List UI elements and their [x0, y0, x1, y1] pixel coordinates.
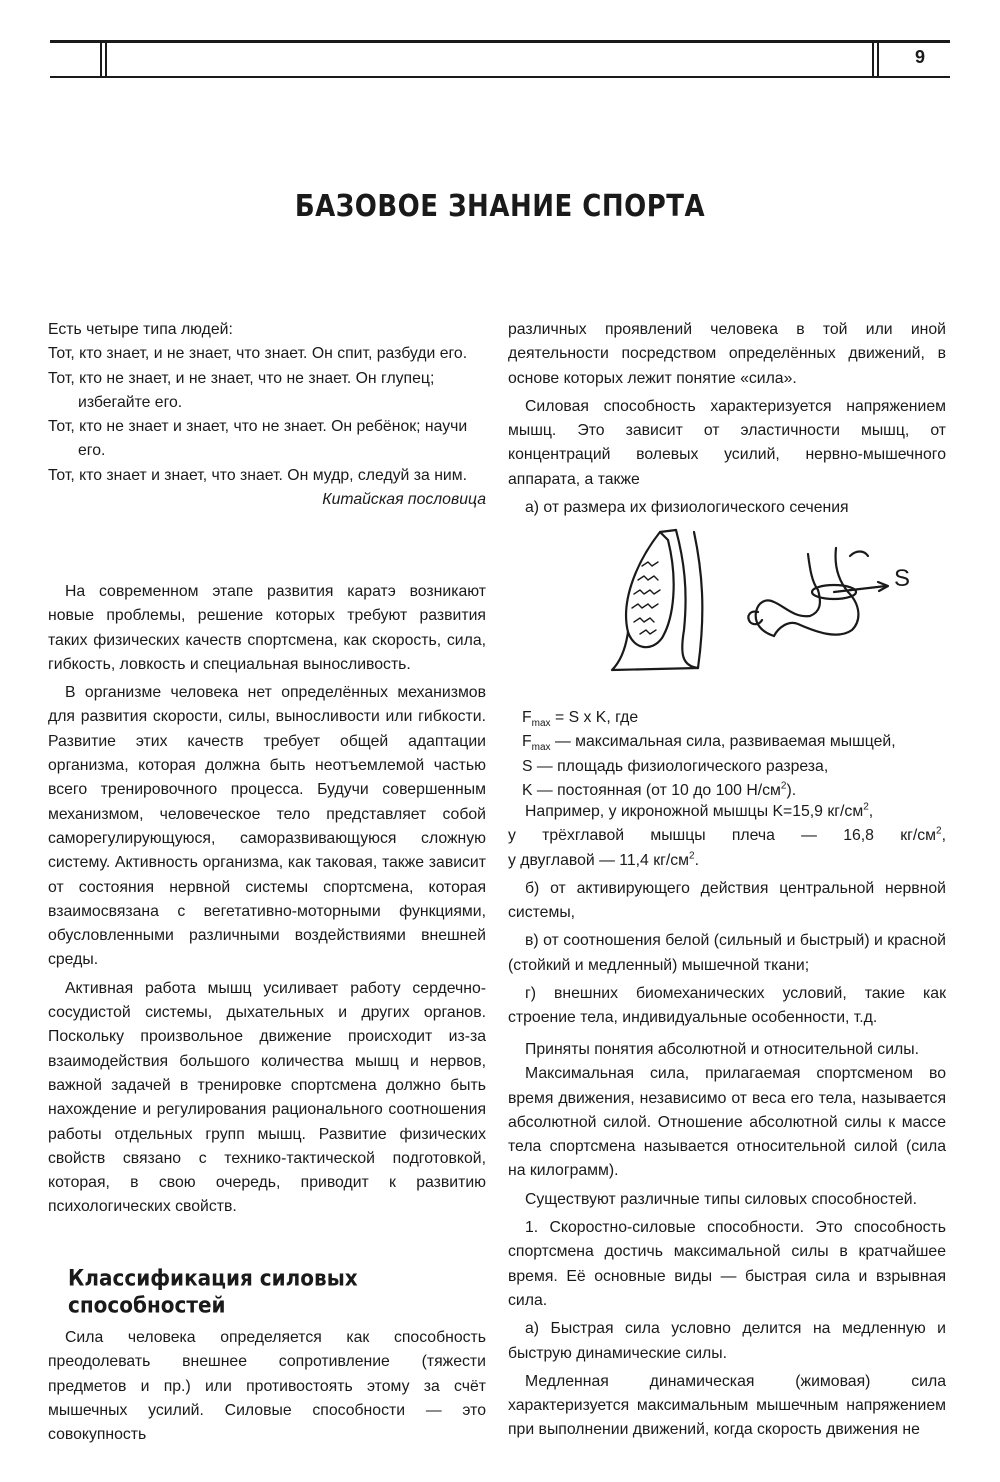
paragraph: На современном этапе развития каратэ возникают новые проблемы, решение которых требуют развития таких физических качеств спортсмена, как скорость, сила, гибкость, ловкость и специальная выносливость. — [48, 583, 486, 673]
muscle-cross-section-illustration — [598, 520, 938, 680]
leg-outline-back — [694, 532, 702, 668]
paragraph: Сила человека определяется как способность преодолевать внешнее сопротивление (тяжести предметов и пр.) или противостоять этому за счёт мышечных усилий. Силовые способности — это совокупность — [48, 1329, 486, 1444]
header-divider-left-1 — [100, 40, 102, 78]
paragraph: В организме человека нет определённых механизмов для развития скорости, силы, выносливости или гибкости. Развитие этих качеств требует общей адаптации организма, которая должна быть неотъемлемой частью всего тренировочного процесса. Будучи совершенным механизмом, человеческое тело представляет собой саморегулирующуюся, саморазвивающуюся сложную систему. Активность организма, как таковая, также зависит от состояния нервной системы спортсмена, которая взаимосвязана с вегетативно-моторными функциями, обусловленными различными воздействиями внешней среды. — [48, 684, 486, 969]
epigraph-line: Тот, кто знает и знает, что знает. Он мудр, следуй за ним. — [48, 466, 467, 484]
list-item: а) от размера их физиологического сечения — [525, 499, 849, 517]
epigraph-line: Тот, кто не знает, и не знает, что не знает. Он глупец; избегайте его. — [48, 369, 435, 411]
paragraph: Медленная динамическая (жимовая) сила характеризуется максимальным мышечным напряжением при выполнении движений, когда скорость движения не — [508, 1372, 946, 1439]
header-divider-right-1 — [872, 40, 874, 78]
paragraph: а) Быстрая сила условно делится на медленную и быструю динамические силы. — [508, 1320, 946, 1362]
right-column-intro — [508, 318, 946, 520]
epigraph-attribution: Китайская пословица — [322, 491, 486, 509]
page-title: БАЗОВОЕ ЗНАНИЕ СПОРТА — [294, 189, 706, 225]
paragraph: Активная работа мышц усиливает работу сердечно-сосудистой системы, дыхательных и других органов. Поскольку произвольное движение происходит из-за взаимодействия большого количества мышц и нервов, важной задачей в тренировке спортсмена должно быть нахождение и регулирования рационального соотношения работы отдельных групп мышц. Развитие физических свойств связано с технико-тактической подготовкой, которая, в свою очередь, приводит к развитию психологических свойств. — [48, 979, 486, 1216]
right-column-body — [508, 1038, 946, 1443]
bone-outline — [676, 530, 698, 668]
list-item: г) внешних биомеханических условий, такие как строение тела, индивидуальные особенности, т.д. — [508, 985, 946, 1027]
epigraph — [48, 318, 486, 512]
right-column-examples — [508, 800, 946, 1031]
formula-line: $F_{max} = S$ x K, где — [522, 709, 639, 730]
epigraph-line: Есть четыре типа людей: — [48, 321, 233, 338]
example-line: у трёхглавой мышцы плеча — 16,8 $кг/см^2$, — [508, 826, 946, 845]
paragraph: Силовая способность характеризуется напряжением мышц. Это зависит от эластичности мышц, от концентраций волевых усилий, нервно-мышечного аппарата, а также — [508, 397, 946, 488]
formula-block — [522, 706, 946, 803]
list-item: б) от активирующего действия центральной нервной системы, — [508, 879, 946, 922]
header-divider-left-2 — [105, 40, 107, 78]
paragraph: Приняты понятия абсолютной и относительной силы. — [525, 1041, 919, 1058]
page-header-bar — [50, 40, 950, 78]
header-bottom-rule — [50, 76, 950, 78]
example-line: Например, у икроножной мышцы K=15,9 $кг/см^2$, — [525, 801, 874, 820]
section-subheading: Классификация силовых способностей — [68, 1264, 358, 1318]
page-number: 9 — [914, 47, 925, 67]
paragraph: различных проявлений человека в той или иной деятельности посредством определённых движений, в основе которых лежит понятие «сила». — [508, 321, 946, 387]
paragraph: Существуют различные типы силовых способностей. — [525, 1190, 917, 1208]
upper-arm-outline — [774, 548, 858, 636]
formula-definition: S — площадь физиологического разреза, — [522, 757, 829, 775]
example-line: у двуглавой — 11,4 $кг/см^2$. — [508, 850, 699, 869]
header-top-rule — [50, 40, 950, 43]
formula-definition: K — постоянная (от 10 до 100 $Н/см^2$). — [522, 780, 797, 799]
shoulder-line — [808, 554, 818, 590]
header-divider-right-2 — [877, 40, 879, 78]
epigraph-line: Тот, кто не знает и знает, что не знает. Он ребёнок; научи его. — [48, 418, 468, 460]
paragraph: 1. Скоростно-силовые способности. Это способность спортсмена достичь максимальной силы в кратчайшее время. Её основные виды — быстрая сила и взрывная сила. — [508, 1219, 946, 1309]
epigraph-line: Тот, кто знает, и не знает, что знает. Он спит, разбуди его. — [48, 345, 468, 363]
paragraph: Максимальная сила, прилагаемая спортсменом во время движения, независимо от веса его тела, называется абсолютной силой. Отношение абсолютной силы к массе тела спортсмена называется относительной силой (сила на килограмм). — [508, 1065, 946, 1180]
formula-definition: $F_{max}$ — максимальная сила, развиваемая мышцей, — [522, 733, 896, 754]
figure-label-s: S — [894, 565, 911, 592]
list-item: в) от соотношения белой (сильный и быстрый) и красной (стойкий и медленный) мышечной ткани; — [508, 932, 946, 974]
left-column-body — [48, 580, 486, 1220]
leg-outline-lower — [612, 632, 698, 670]
left-column-after-subheading — [48, 1326, 486, 1447]
